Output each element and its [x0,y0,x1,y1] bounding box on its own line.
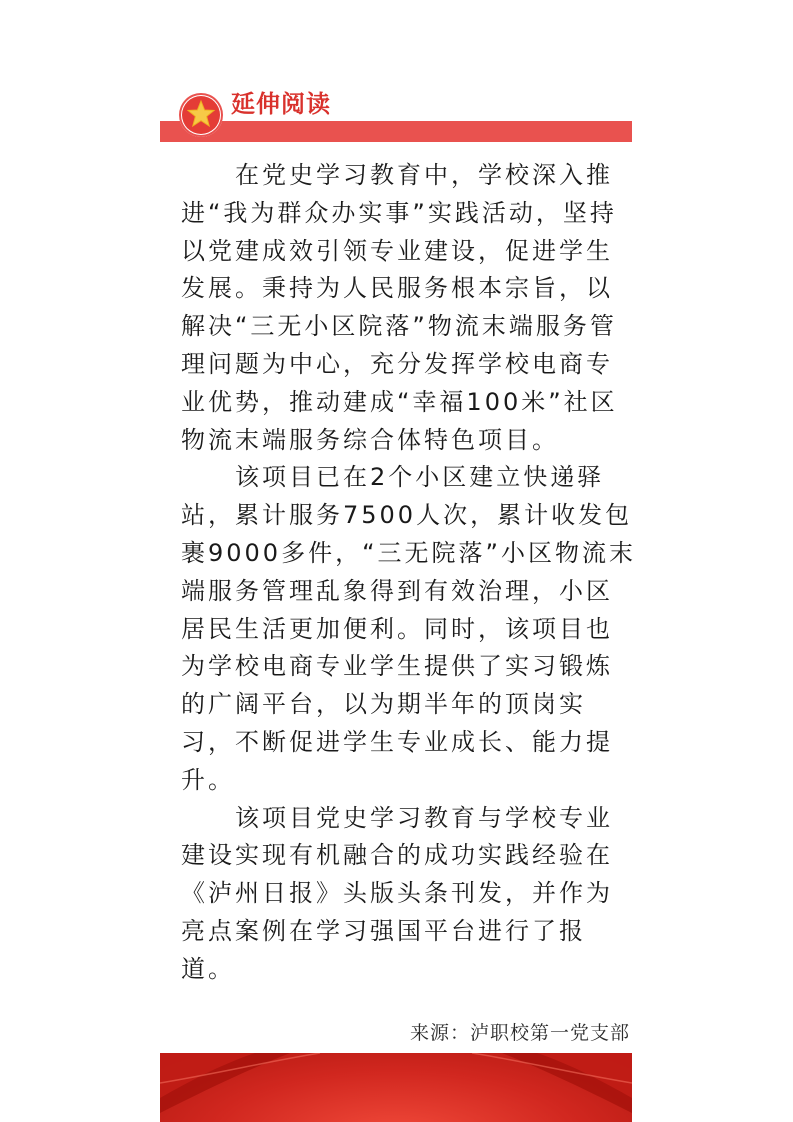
section-title: 延伸阅读 [231,90,331,118]
text-line: 站，累计服务7500人次，累计收发包 [181,501,633,530]
text-line: 道。 [181,954,235,983]
text-line: 在党史学习教育中，学校深入推 [181,161,613,189]
text-line: 建设实现有机融合的成功实践经验在 [181,841,613,870]
text-line: 裹9000多件，“三无院落”小区物流末 [181,538,636,567]
text-line: 亮点案例在学习强国平台进行了报 [181,916,586,945]
header-red-bar [160,121,632,142]
star-icon [186,99,216,129]
text-line: 升。 [181,765,235,794]
red-curtain-banner [160,1053,632,1122]
text-line: 业优势，推动建成“幸福100米”社区 [181,387,618,416]
curtain-decoration [160,1053,632,1122]
paragraph-1 [181,157,621,459]
text-line: 《泸州日报》头版头条刊发，并作为 [181,879,613,908]
paragraph-2 [181,459,636,799]
text-line: 的广阔平台，以为期半年的顶岗实 [181,690,586,719]
text-line: 解决“三无小区院落”物流末端服务管 [181,312,617,341]
text-line: 居民生活更加便利。同时，该项目也 [181,614,613,643]
paragraph-3 [181,800,621,989]
text-line: 进“我为群众办实事”实践活动，坚持 [181,198,617,227]
source-credit: 来源：泸职校第一党支部 [409,1022,630,1044]
text-line: 发展。秉持为人民服务根本宗旨，以 [181,274,613,303]
section-header [0,0,793,150]
text-line: 该项目已在2个小区建立快递驿 [181,463,605,492]
text-line: 理问题为中心，充分发挥学校电商专 [181,349,613,378]
text-line: 以党建成效引领专业建设，促进学生 [181,236,613,265]
article-body [181,157,636,989]
text-line: 习，不断促进学生专业成长、能力提 [181,727,613,756]
star-badge [179,93,223,137]
text-line: 为学校电商专业学生提供了实习锻炼 [181,652,613,681]
text-line: 该项目党史学习教育与学校专业 [181,803,613,832]
text-line: 端服务管理乱象得到有效治理，小区 [181,576,613,605]
text-line: 物流末端服务综合体特色项目。 [181,425,559,454]
